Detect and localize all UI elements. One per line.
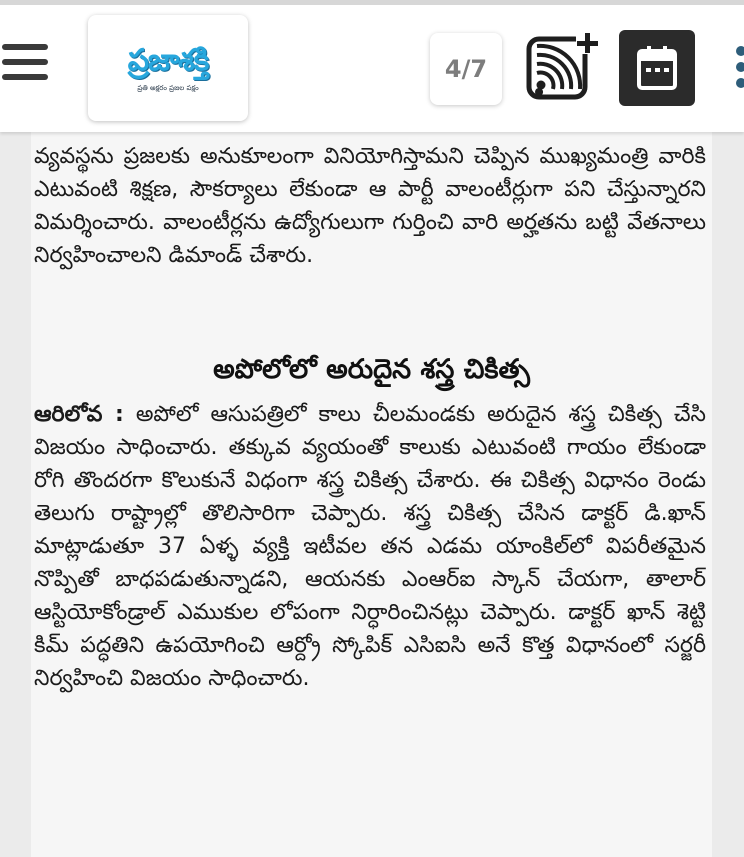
prajasakti-logo[interactable] (88, 15, 248, 121)
dateline: ఆరిలోవ : (34, 402, 124, 427)
status-strip (0, 0, 744, 5)
hamburger-menu-icon[interactable] (2, 42, 48, 82)
share-icon[interactable] (734, 42, 744, 90)
logo-tagline: ప్రతి అక్షరం ప్రజల పక్షం (137, 84, 199, 92)
article-paragraph (34, 398, 706, 848)
article-headline: అపోలోలో అరుదైన శస్త్ర చికిత్స (213, 354, 530, 385)
rss-feed-add-icon[interactable] (524, 30, 598, 104)
app-header (0, 0, 744, 132)
article-body (31, 132, 712, 857)
logo-title: ప్రజాశక్తి (127, 43, 209, 78)
calendar-button[interactable] (619, 30, 695, 106)
article-paragraph: వ్యవస్థను ప్రజలకు అనుకూలంగా వినియోగిస్తామని చెప్పిన ముఖ్యమంత్రి వారికి ఎటువంటి శిక్షణ, సౌకర్యాలు లేకుండా ఆ పార్టీ వాలంటీర్లుగా పని చేస్తున్నారని విమర్శించారు. వాలంటీర్లను ఉద్యోగులుగా గుర్తించి వారి అర్హతను బట్టి వేతనాలు నిర్వహించాలని డిమాండ్ చేశారు. (34, 144, 706, 268)
page-counter: 4/7 (430, 33, 502, 105)
paragraph-text: అపోలో ఆసుపత్రిలో కాలు చీలమండకు అరుదైన శస్త్ర చికిత్స చేసి విజయం సాధించారు. తక్కువ వ్యయంతో కాలుకు ఎటువంటి గాయం లేకుండా రోగి తొందరగా కొలుకునే విధంగా శస్త్ర చికిత్స చేశారు. ఈ చికిత్స విధానం రెండు తెలుగు రాష్ట్రాల్లో తొలిసారిగా చెప్పారు. శస్త్ర చికిత్స చేసిన డాక్టర్ డి.ఖాన్ మాట్లాడుతూ 37 ఏళ్ళ వ్యక్తి ఇటీవల తన ఎడమ యాంకిల్‌లో విపరీతమైన నొప్పితో బాధపడుతున్నాడని, ఆయనకు ఎంఆర్ఐ స్కాన్ చేయగా, తాలార్ ఆస్టియోకోండ్రాల్ ఎముకుల లోపంగా నిర్ధారించినట్లు చెప్పారు. డాక్టర్ ఖాన్ శెట్టి కిమ్ పద్ధతిని ఉపయోగించి ఆర్ద్రో స్కోపిక్ ఎసిఐసి అనే కొత్త విధానంలో సర్జరీ నిర్వహించి విజయం సాధించారు. (34, 402, 706, 691)
calendar-icon (635, 44, 679, 92)
